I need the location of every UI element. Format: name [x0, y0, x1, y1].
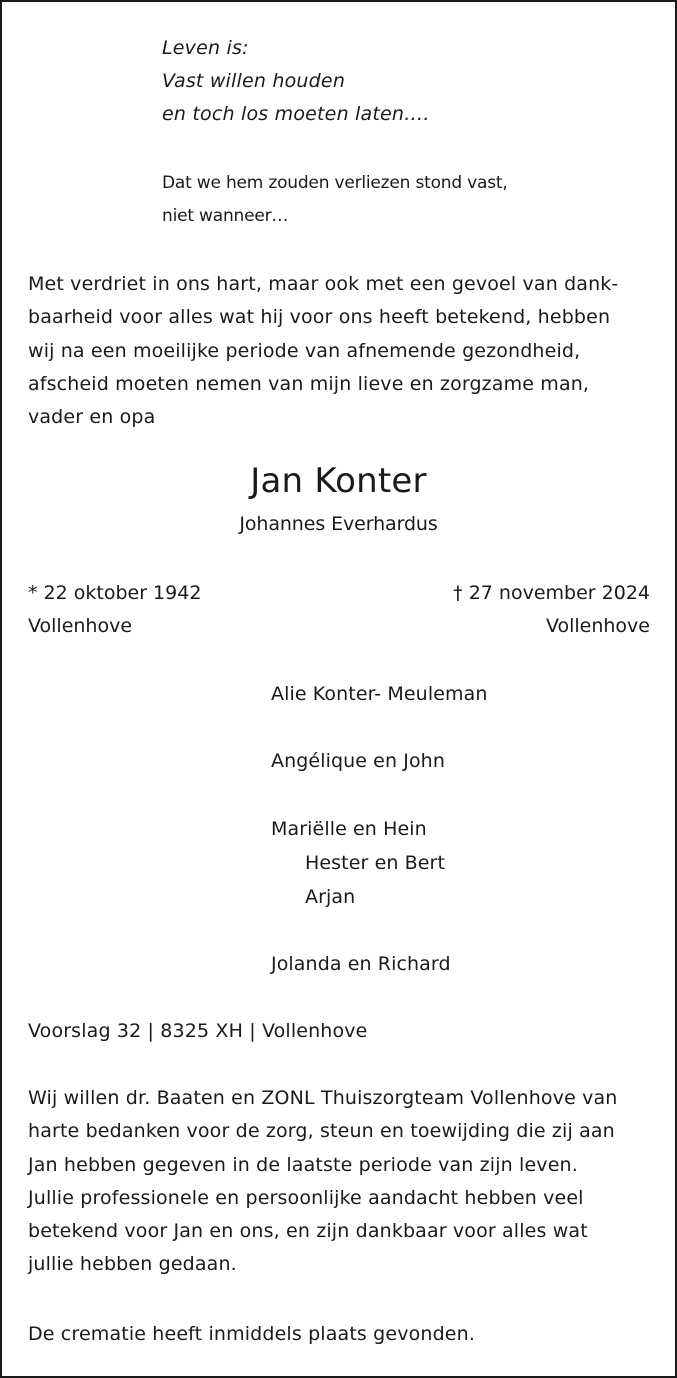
- thanks-line: harte bedanken voor de zorg, steun en toewijding die zij aan: [28, 1120, 615, 1143]
- intro-line: baarheid voor alles wat hij voor ons heeft betekend, hebben: [28, 306, 611, 329]
- poem-italic: [162, 32, 430, 131]
- intro-line: vader en opa: [28, 406, 156, 429]
- thanks-line: Jan hebben gegeven in de laatste periode van zijn leven.: [28, 1153, 578, 1176]
- death-place: Vollenhove: [545, 615, 650, 637]
- poem-line: Leven is:: [162, 37, 249, 59]
- family-child: Jolanda en Richard: [271, 953, 451, 975]
- deceased-name: Jan Konter: [250, 461, 427, 501]
- family-child: Mariëlle en Hein: [271, 818, 427, 840]
- intro-line: Met verdriet in ons hart, maar ook met een gevoel van dank-: [28, 273, 619, 295]
- family-grandchild: Hester en Bert: [305, 851, 446, 874]
- closing-note: De crematie heeft inmiddels plaats gevonden.: [28, 1323, 476, 1345]
- birth-date: * 22 oktober 1942: [28, 582, 202, 604]
- poem-line: Dat we hem zouden verliezen stond vast,: [162, 173, 508, 193]
- intro-paragraph: [28, 268, 618, 434]
- thanks-paragraph: [28, 1082, 617, 1282]
- poem-line: Vast willen houden: [162, 70, 346, 92]
- deceased-full-name: Johannes Everhardus: [239, 513, 438, 535]
- thanks-line: Jullie professionele en persoonlijke aandacht hebben veel: [28, 1186, 584, 1209]
- poem-second: [162, 167, 508, 233]
- thanks-line: Wij willen dr. Baaten en ZONL Thuiszorgteam Vollenhove van: [28, 1087, 618, 1109]
- intro-line: wij na een moeilijke periode van afnemende gezondheid,: [28, 339, 581, 362]
- death-date: † 27 november 2024: [453, 582, 650, 604]
- family-spouse: Alie Konter- Meuleman: [271, 683, 488, 705]
- family-grandchild: Arjan: [305, 885, 356, 908]
- poem-line: en toch los moeten laten….: [162, 103, 430, 125]
- intro-line: afscheid moeten nemen van mijn lieve en zorgzame man,: [28, 372, 590, 395]
- family-child-group: [271, 813, 445, 914]
- death-block: [453, 577, 650, 643]
- address: Voorslag 32 | 8325 XH | Vollenhove: [28, 1020, 368, 1042]
- birth-block: [28, 577, 201, 643]
- thanks-line: jullie hebben gedaan.: [28, 1253, 237, 1276]
- birth-place: Vollenhove: [28, 615, 133, 637]
- thanks-line: betekend voor Jan en ons, en zijn dankbaar voor alles wat: [28, 1220, 588, 1243]
- family-child: Angélique en John: [271, 750, 445, 772]
- poem-line: niet wanneer…: [162, 206, 289, 226]
